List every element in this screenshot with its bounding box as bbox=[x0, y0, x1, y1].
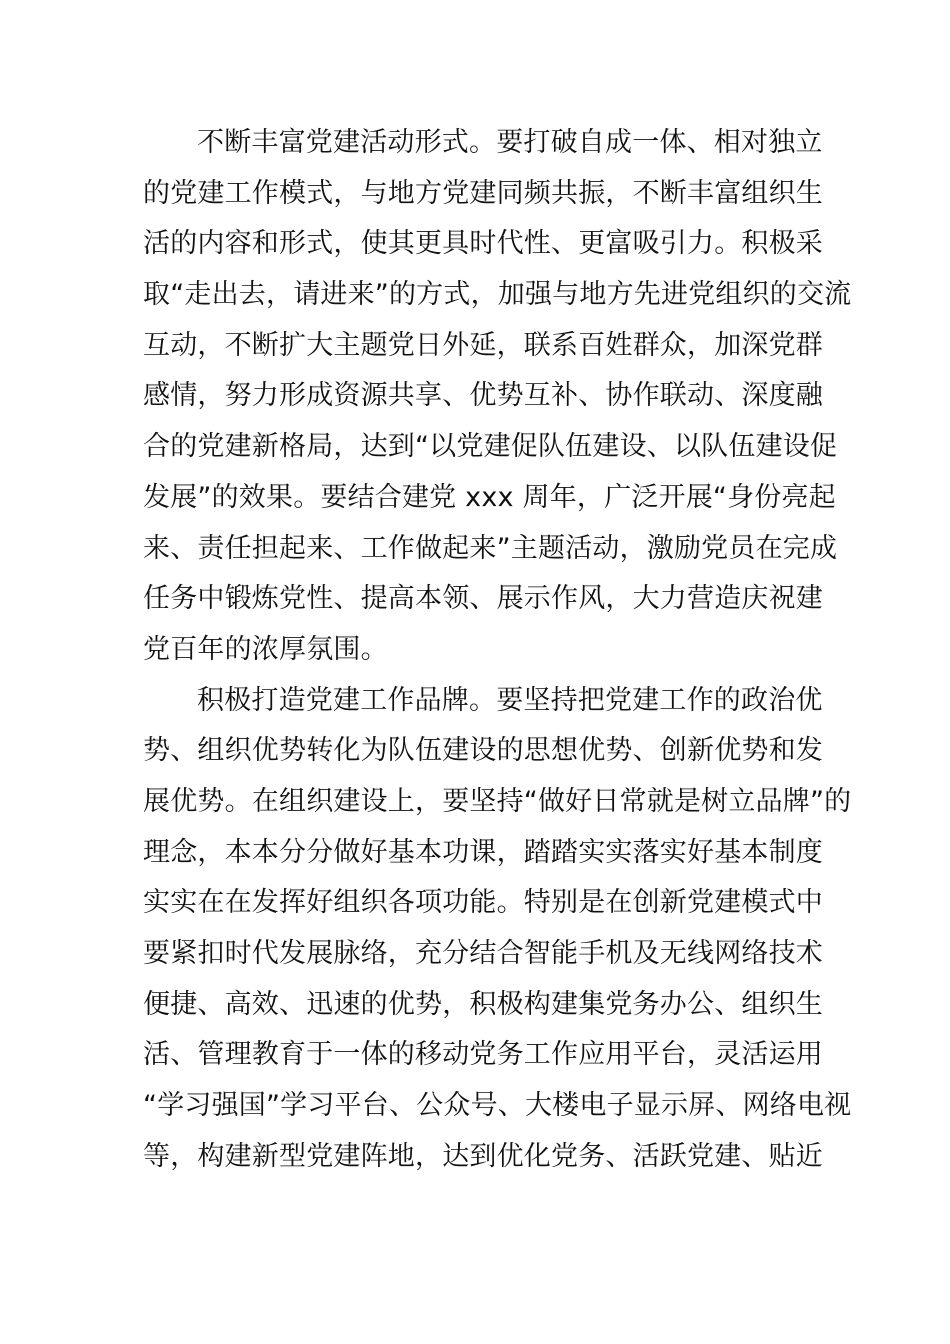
paragraph-2-line-10: 等，构建新型党建阵地，达到优化党务、活跃党建、贴近 bbox=[143, 1140, 823, 1172]
paragraph-2-line-2: 势、组织优势转化为队伍建设的思想优势、创新优势和发 bbox=[143, 735, 823, 767]
paragraph-1-line-2: 的党建工作模式，与地方党建同频共振，不断丰富组织生 bbox=[143, 177, 823, 209]
paragraph-1-line-10: 任务中锻炼党性、提高本领、展示作风，大力营造庆祝建 bbox=[143, 583, 823, 615]
paragraph-1-line-5: 互动，不断扩大主题党日外延，联系百姓群众，加深党群 bbox=[143, 329, 823, 361]
paragraph-1-line-8: 发展”的效果。要结合建党 xxx 周年，广泛开展“身份亮起 bbox=[143, 481, 836, 513]
paragraph-2-line-3: 展优势。在组织建设上，要坚持“做好日常就是树立品牌”的 bbox=[143, 785, 852, 817]
paragraph-2-line-8: 活、管理教育于一体的移动党务工作应用平台，灵活运用 bbox=[143, 1039, 823, 1071]
paragraph-2-line-7: 便捷、高效、迅速的优势，积极构建集党务办公、组织生 bbox=[143, 988, 823, 1020]
paragraph-2-line-1: 积极打造党建工作品牌。要坚持把党建工作的政治优 bbox=[197, 684, 823, 716]
paragraph-1-line-6: 感情，努力形成资源共享、优势互补、协作联动、深度融 bbox=[143, 380, 823, 412]
paragraph-2-line-5: 实实在在发挥好组织各项功能。特别是在创新党建模式中 bbox=[143, 887, 823, 919]
paragraph-1-line-4: 取“走出去，请进来”的方式，加强与地方先进党组织的交流 bbox=[143, 279, 852, 311]
paragraph-1-line-11: 党百年的浓厚氛围。 bbox=[143, 633, 388, 665]
paragraph-1-line-7: 合的党建新格局，达到“以党建促队伍建设、以队伍建设促 bbox=[143, 431, 838, 463]
paragraph-1-line-9: 来、责任担起来、工作做起来”主题活动，激励党员在完成 bbox=[143, 532, 838, 564]
paragraph-2-line-9: “学习强国”学习平台、公众号、大楼电子显示屏、网络电视 bbox=[143, 1090, 852, 1122]
paragraph-1-line-3: 活的内容和形式，使其更具时代性、更富吸引力。积极采 bbox=[143, 228, 823, 260]
paragraph-2-line-6: 要紧扣时代发展脉络，充分结合智能手机及无线网络技术 bbox=[143, 938, 823, 969]
paragraph-1-line-1: 不断丰富党建活动形式。要打破自成一体、相对独立 bbox=[197, 127, 823, 158]
document-body bbox=[143, 118, 852, 1182]
paragraph-2-line-4: 理念，本本分分做好基本功课，踏踏实实落实好基本制度 bbox=[143, 836, 823, 868]
